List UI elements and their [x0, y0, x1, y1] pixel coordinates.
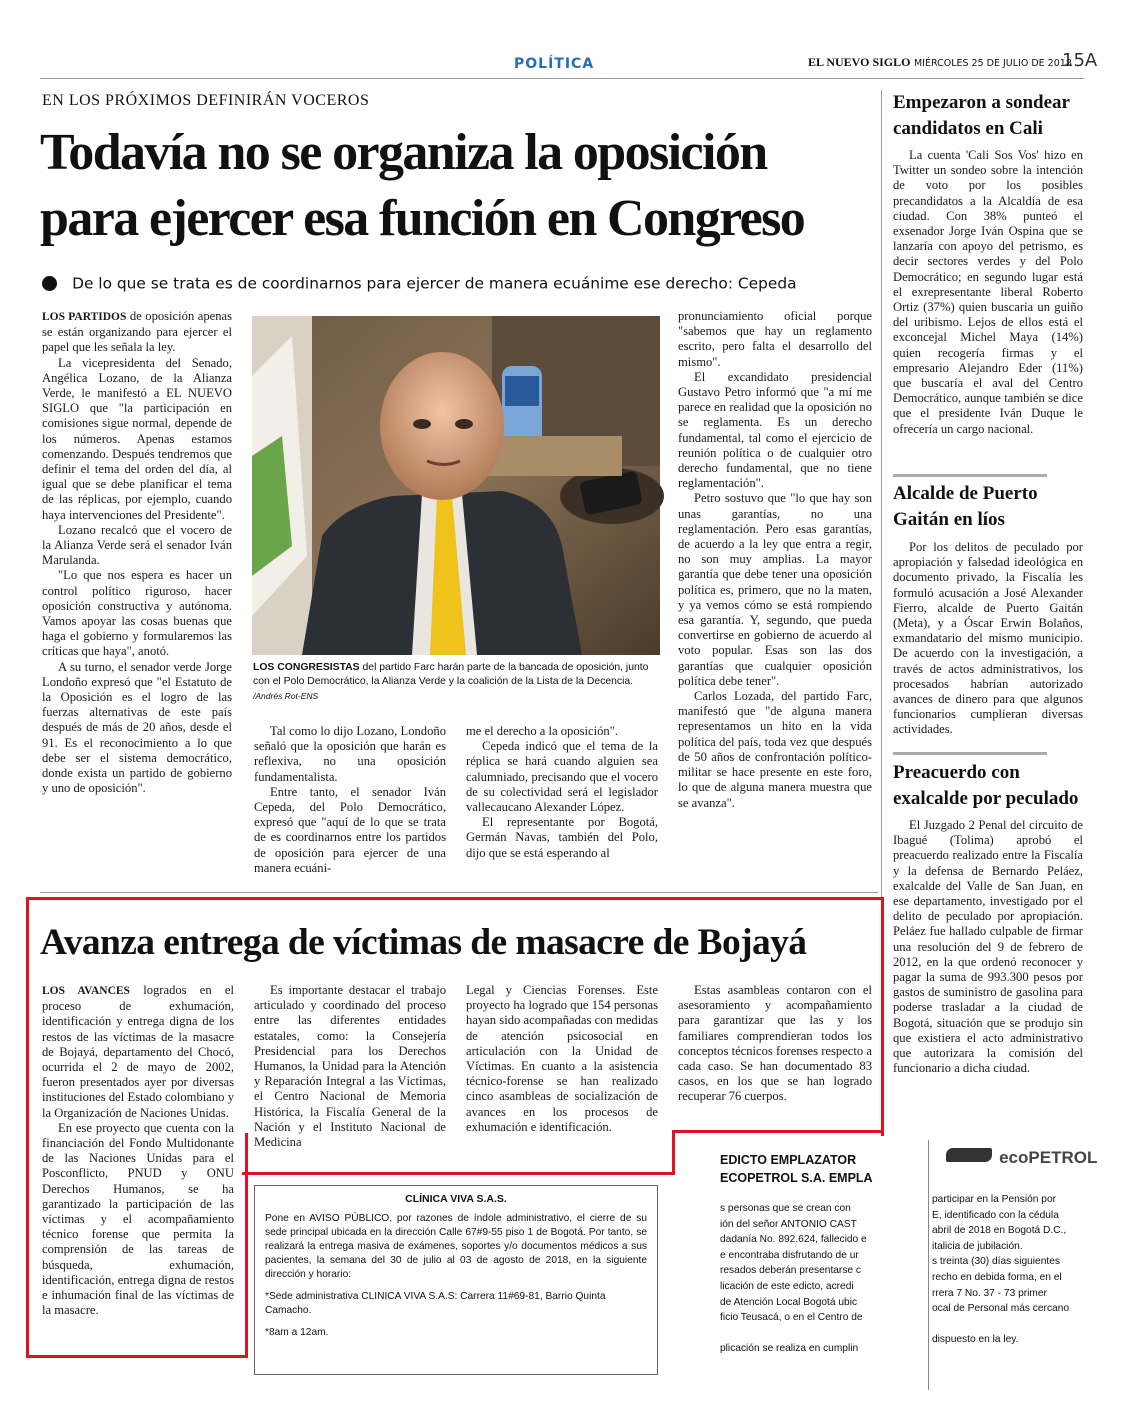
caption-text: del partido Farc harán parte de la bancada de oposición, junto con el Polo Democrático, la Alianza Verde y la coalición de la Lista de la Decencia. — [253, 662, 649, 687]
bojaya-col-1: LOS AVANCES logrados en el proceso de exhumación, identificación y entrega digna de los restos de las víctimas de la masacre de Bojayá, departamento del Chocó, ocurrida el 2 de mayo de 2002, fueron presentados ayer por diversas instituciones del Estado colombiano y la Organización de Naciones Unidas. En ese proyecto que cuenta con la financiación del Fondo Multidonante de las Naciones Unidas para el Posconflicto, PNUD y ONU Derechos Humanos, se ha garantizado la participación de las víctimas y el acompañamiento técnico forense que permita la comprensión de las tareas de búsqueda, exhumación, identificación, entrega digna de restos e inhumación final de las víctimas de la masacre. — [42, 983, 234, 1318]
bojaya-headline: Avanza entrega de víctimas de masacre de Bojayá — [40, 922, 807, 963]
sidebar-title-2: Alcalde de Puerto Gaitán en líos — [893, 483, 1038, 530]
edicto-left-text — [720, 1201, 928, 1357]
main-col-3 — [466, 724, 658, 861]
edicto-line: s personas que se crean con — [720, 1203, 851, 1214]
paragraph: En ese proyecto que cuenta con la financiación del Fondo Multidonante de las Naciones Unidas para el Posconflicto, PNUD y ONU Derechos Humanos, se ha garantizado la participación de las víctimas y el acompañamiento técnico forense que permita la comprensión de las tareas de búsqueda, exhumación, identificación, entrega digna de restos e inhumación final de las víctimas de la masacre. — [42, 1120, 234, 1318]
edicto-line: resados deberán presentarse c — [720, 1265, 862, 1277]
edicto-line: E, identificado con la cédula — [932, 1209, 1059, 1221]
clinica-ad-body: Pone en AVISO PÚBLICO, por razones de índole administrativo, el cierre de su sede principal ubicada en la dirección Calle 67#9-55 piso 1 de Bogotá. Por tanto, se realizará la entrega masiva de exámenes, soportes y/o documentos médicos a sus pacientes, la semana del 30 de julio al 03 de agosto de 2018, en la siguiente dirección y horario: — [265, 1213, 647, 1280]
subhead — [42, 273, 797, 293]
bojaya-col-2 — [254, 983, 446, 1150]
edicto-line: s treinta (30) días siguientes — [932, 1256, 1060, 1268]
edicto-ad — [670, 1140, 1098, 1390]
clinica-ad-sede: *Sede administrativa CLINICA VIVA S.A.S: Carrera 11#69-81, Barrio Quinta Camacho. — [265, 1291, 606, 1316]
sidebar-body-2: Por los delitos de peculado por apropiación y falsedad ideológica en documento privado, la Fiscalía les formuló acusación a José Alexander Fierro, alcalde de Puerto Gaitán (Meta), y a Óscar Erwin Bolaños, exmandatario del mismo municipio. De acuerdo con la investigación, a través de actos administrativos, los procesados habrían autorizado avances de dinero para que algunos funcionarios cumplieran diversas actividades. — [893, 540, 1083, 737]
edicto-line: dispuesto en la ley. — [932, 1334, 1019, 1346]
masthead-info — [808, 55, 1072, 70]
page-number: 15A — [1062, 50, 1098, 71]
edicto-line: recho en debida forma, en el — [932, 1271, 1062, 1283]
kicker: EN LOS PRÓXIMOS DEFINIRÁN VOCEROS — [42, 92, 370, 109]
edicto-line: ficio Teusacá, o en el Centro de — [720, 1312, 863, 1324]
iguana-icon — [946, 1148, 992, 1162]
edicto-divider — [928, 1140, 929, 1390]
headline-line2: para ejercer esa función en Congreso — [40, 190, 805, 247]
edicto-line: ión del señor ANTONIO CAST — [720, 1218, 857, 1230]
paragraph: Carlos Lozada, del partido Farc, manifestó que "de alguna manera representamos un hito en la vida política del país, toda vez que después de 50 años de confrontación político-militar se hace presente en este foro, lo que de alguna manera muestra que se avanza". — [678, 689, 872, 810]
sidebar-body-3: El Juzgado 2 Penal del circuito de Ibagué (Tolima) aprobó el preacuerdo realizado entre la Fiscalía y la defensa de Bernardo Peláez, exalcalde del Valle de San Juan, en ese departamento, investigado por el delito de peculado por apropiación. Peláez fue hallado culpable de firmar una resolución del 9 de febrero de 2012, en la que ordenó reconocer y pagar la suma de 993.300 pesos por gastos de suministro de gasolina para poderse trasladar a la ciudad de Bogotá, situación que se produjo sin que existiera el acto administrativo que autorizara la comisión del funcionario a dicha ciudad. — [893, 818, 1083, 1076]
paragraph: Tal como lo dijo Lozano, Londoño señaló que la oposición que harán es reflexiva, no una oposición fundamentalista. — [254, 724, 446, 784]
highlight-box-step-h — [672, 1130, 881, 1133]
paragraph: pronunciamiento oficial porque "sabemos que hay un reglamento escrito, pero falta el desarrollo del mismo". — [678, 309, 872, 369]
paragraph: me el derecho a la oposición". — [466, 724, 619, 738]
paragraph: Estas asambleas contaron con el asesoramiento y acompañamiento para garantizar que las y los familiares comprendieran todos los conceptos técnicos forenses respecto a cada caso. Se han documentado 83 casos, en los que se han logrado recuperar 76 cuerpos. — [678, 983, 872, 1104]
bullet-icon — [42, 276, 57, 291]
edicto-line: abril de 2018 en Bogotá D.C., — [932, 1225, 1067, 1237]
bojaya-col-4 — [678, 983, 872, 1105]
headline — [40, 120, 880, 252]
edicto-line: licación de este edicto, acredi — [720, 1280, 854, 1292]
clinica-ad-hours: *8am a 12am. — [265, 1327, 329, 1338]
paragraph: "Lo que nos espera es hacer un control político riguroso, hacer oposición constructiva y autónoma. Vamos apoyar las cosas buenas que haga el gobierno y formularemos las críticas que haya", anotó. — [42, 568, 232, 659]
bojaya-col-3 — [466, 983, 658, 1135]
paragraph: La vicepresidenta del Senado, Angélica Lozano, de la Alianza Verde, le manifestó a EL NUEVO SIGLO que "la participación en comisiones sigue normal, depende de los números. Apenas estamos comenzando. Después tendremos que definir el tema del orden del día, al igual que se debe planificar el tema de las réplicas, por ejemplo, cuando haya intervenciones del Presidente". — [42, 355, 232, 522]
sidebar-title-1: Empezaron a sondear candidatos en Cali — [893, 92, 1070, 139]
paragraph: Petro sostuvo que "lo que hay son unas garantías, no una reglamentación. Pero esas garantías, de acuerdo a la ley que entra a regir, no son muy amplias. La mayor garantía que debe tener una oposición política es, primero, que no la maten, y ya vemos cómo se está rompiendo esa garantía. Y, segundo, que pueda convertirse en gobierno de acuerdo al voto popular. Esas son las dos garantías que cualquier oposición política debe tener". — [678, 491, 872, 688]
edicto-line — [720, 1326, 928, 1342]
subhead-text: De lo que se trata es de coordinarnos para ejercer de manera ecuánime ese derecho: Cepeda — [72, 274, 797, 293]
edicto-line: plicación se realiza en cumplin — [720, 1343, 859, 1355]
paragraph: Es importante destacar el trabajo articulado y coordinado del proceso entre las diferentes entidades estatales, como: la Consejería Presidencial para los Derechos Humanos, la Unidad para la Atención y Reparación Integral a las Víctimas, el Centro Nacional de Memoria Histórica, la Fiscalía General de la Nación y el Instituto Nacional de Medicina — [254, 983, 446, 1150]
main-col-2 — [254, 724, 446, 876]
section-label: POLÍTICA — [514, 56, 595, 72]
clinica-ad — [254, 1185, 658, 1375]
edicto-line — [932, 1317, 1084, 1333]
sidebar-title-3: Preacuerdo con exalcalde por peculado — [893, 762, 1079, 809]
edicto-line: italicia de jubilación. — [932, 1240, 1023, 1252]
paragraph: de oposición apenas se están organizando para ejercer el papel que les señala la ley. — [42, 309, 232, 355]
paragraph: Lozano recalcó que el vocero de la Alianza Verde será el senador Iván Marulanda. — [42, 522, 232, 568]
issue-date: MIÉRCOLES 25 DE JULIO DE 2018 — [913, 58, 1072, 69]
photo-credit: /Andrés Rot-ENS — [253, 691, 319, 701]
highlight-box-step-h2 — [242, 1172, 675, 1175]
paragraph: A su turno, el senador verde Jorge Londoño expresó que "el Estatuto de la Oposición es el logro de las fuerzas alternativas de este país después de más de 20 años, desde el 91. Es el reconocimiento a lo que debe ser el sistema democrático, donde exista un partido de gobierno y uno de oposición". — [42, 659, 232, 796]
edicto-line: participar en la Pensión por — [932, 1194, 1057, 1205]
photo-illustration — [252, 316, 660, 655]
lead-in: LOS PARTIDOS — [42, 311, 127, 323]
edicto-line: de Atención Local Bogotá ubic — [720, 1296, 858, 1308]
headline-line1: Todavía no se organiza la oposición — [40, 124, 767, 181]
masthead-rule — [40, 78, 1084, 79]
main-col-1 — [42, 309, 232, 797]
caption-lead: LOS CONGRESISTAS — [253, 662, 360, 673]
sidebar-body-1: La cuenta 'Cali Sos Vos' hizo en Twitter un sondeo sobre la intención de voto por los posibles precandidatos a la Alcaldía de esa ciudad. Con 38% punteó el exsenador Jorge Iván Ospina que se lanzaría con apoyo del petrismo, es decir sectores verdes y del Polo Democrático; en segundo lugar está el exrepresentante liberal Roberto Ortiz (37%) quien buscaría un guiño del uribismo. Lejos de ellos está el exconcejal Michel Maya (14%) quien recogería firmas y el empresario Alejandro Eder (11%) que buscaría el aval del Centro Democrático, aunque también se dice que el presidente Iván Duque le ofrecería un cargo nacional. — [893, 148, 1083, 436]
paragraph: El excandidato presidencial Gustavo Petro informó que "a mí me parece en realidad que la oposición no se reglamenta. Es un derecho fundamental, tal como el ejercicio de reunión política o de cualquier otro derecho fundamental, que no tiene reglamentación". — [678, 369, 872, 491]
photo-congresista — [252, 316, 660, 655]
edicto-line: e encontraba disfrutando de ur — [720, 1249, 859, 1261]
photo-caption — [253, 661, 658, 704]
main-col-4 — [678, 309, 872, 811]
lead-in: LOS AVANCES — [42, 985, 130, 997]
edicto-left — [720, 1140, 928, 1390]
edicto-title: EDICTO EMPLAZATOR ECOPETROL S.A. EMPLA — [720, 1153, 873, 1185]
paragraph: Cepeda indicó que el tema de la réplica se hará cuando alguien sea calumniado, precisando que el vocero de su colectividad será el legislador vallecaucano Alexander López. — [466, 739, 658, 815]
paper-name: EL NUEVO SIGLO — [808, 55, 911, 69]
paragraph: Entre tanto, el senador Iván Cepeda, del Polo Democrático, expresó que "aquí de lo que se trata de es coordinarnos entre los partidos de oposición para ejercer de una manera ecuáni- — [254, 784, 446, 875]
edicto-line: rrera 7 No. 37 - 73 primer — [932, 1287, 1047, 1299]
story-separator — [40, 892, 878, 893]
clinica-ad-title: CLÍNICA VIVA S.A.S. — [405, 1193, 507, 1205]
edicto-right-text — [932, 1192, 1084, 1348]
edicto-line: dadanía No. 892.624, fallecido e — [720, 1234, 867, 1246]
paragraph: El representante por Bogotá, Germán Navas, también del Polo, dijo que se está esperando al — [466, 815, 658, 860]
sidebar-rule — [893, 474, 1047, 477]
ecopetrol-wordmark: ecoPETROL — [999, 1148, 1098, 1167]
paragraph: Legal y Ciencias Forenses. Este proyecto ha logrado que 154 personas hayan sido acompañadas con medidas de atención psicosocial en articulación con la Unidad de Víctimas. En cuanto a la asistencia técnico-forense se han realizado cinco asambleas de socialización de avances en los procesos de exhumación e identificación. — [466, 983, 658, 1134]
sidebar-rule — [893, 752, 1047, 755]
edicto-line: ocal de Personal más cercano — [932, 1303, 1070, 1315]
ecopetrol-logo — [946, 1148, 1097, 1168]
